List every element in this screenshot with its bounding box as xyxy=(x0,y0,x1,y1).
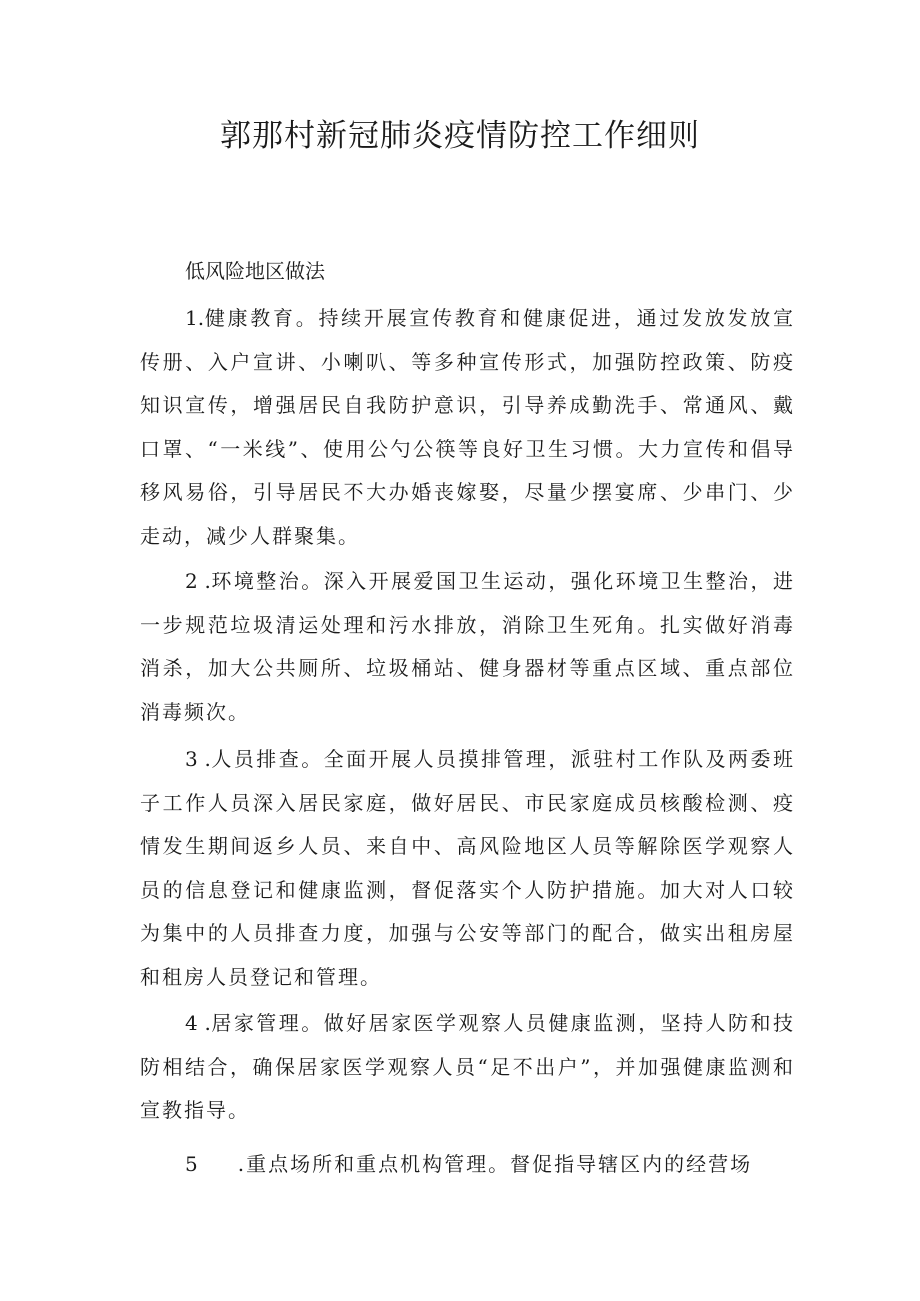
paragraph-key-venues xyxy=(140,1143,795,1187)
paragraph-text: .重点场所和重点机构管理。督促指导辖区内的经营场 xyxy=(237,1152,753,1176)
document-title: 郭那村新冠肺炎疫情防控工作细则 xyxy=(220,118,700,154)
paragraph-text: 居家管理。做好居家医学观察人员健康监测，坚持人防和技防相结合，确保居家医学观察人员“足不出户”，并加强健康监测和宣教指导。 xyxy=(140,1011,795,1123)
paragraph-home-management xyxy=(140,1002,795,1133)
paragraph-environment xyxy=(140,560,795,734)
paragraph-text: 人员排查。全面开展人员摸排管理，派驻村工作队及两委班子工作人员深入居民家庭，做好居民、市民家庭成员核酸检测、疫情发生期间返乡人员、来自中、高风险地区人员等解除医学观察人员的信息登记和健康监测，督促落实个人防护措施。加大对人口较为集中的人员排查力度，加强与公安等部门的配合，做实出租房屋和租房人员登记和管理。 xyxy=(140,747,795,989)
section-heading: 低风险地区做法 xyxy=(185,259,325,283)
paragraph-number: 1. xyxy=(185,306,205,330)
paragraph-personnel-screening xyxy=(140,738,795,1000)
paragraph-number: 4 . xyxy=(185,1011,211,1035)
paragraph-number: 2 . xyxy=(185,569,211,593)
paragraph-number: 5 xyxy=(185,1152,198,1176)
paragraph-text: 环境整治。深入开展爱国卫生运动，强化环境卫生整治，进一步规范垃圾清运处理和污水排放，消除卫生死角。扎实做好消毒消杀，加大公共厕所、垃圾桶站、健身器材等重点区域、重点部位消毒频次。 xyxy=(140,569,795,724)
paragraph-health-education xyxy=(140,297,795,559)
paragraph-text: 健康教育。持续开展宣传教育和健康促进，通过发放发放宣传册、入户宣讲、小喇叭、等多种宣传形式，加强防控政策、防疫知识宣传，增强居民自我防护意识，引导养成勤洗手、常通风、戴口罩、“一米线”、使用公勺公筷等良好卫生习惯。大力宣传和倡导移风易俗，引导居民不大办婚丧嫁娶，尽量少摆宴席、少串门、少走动，减少人群聚集。 xyxy=(140,306,795,548)
paragraph-number: 3 . xyxy=(185,747,211,771)
